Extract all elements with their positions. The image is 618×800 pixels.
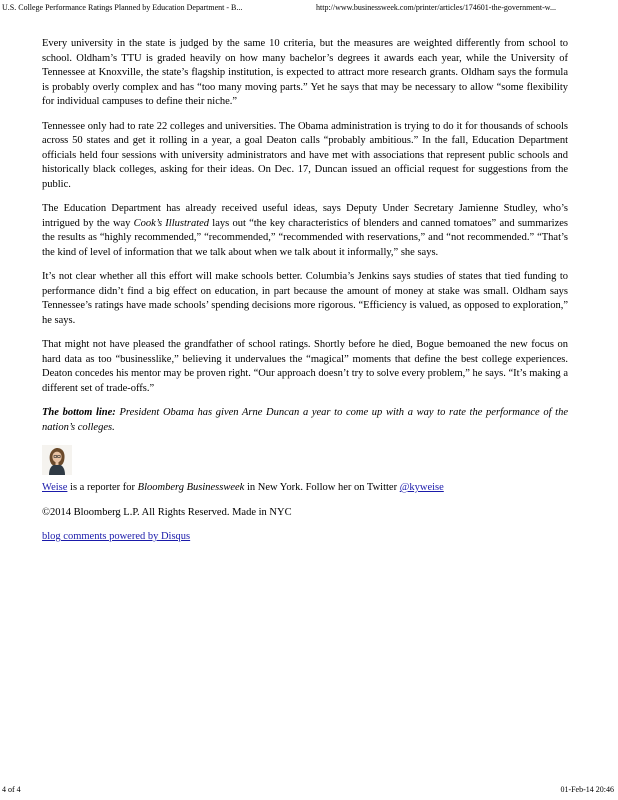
paragraph: That might not have pleased the grandfather of school ratings. Shortly before he died, Bogue bemoaned the new focus on hard data as too “businesslike,” believing it undervalues the “magical” moments that define the best college experiences. Deaton concedes his mentor may be proven right. “Our approach doesn’t try to solve every problem,” he says. “It’s making a different set of trade-offs.”: [42, 339, 568, 394]
author-link[interactable]: Weise: [42, 482, 68, 493]
publication-name: Bloomberg Businessweek: [137, 482, 245, 493]
disqus-link[interactable]: blog comments powered by Disqus: [42, 531, 191, 542]
author-text-1: is a reporter for: [67, 482, 138, 493]
print-footer: [2, 784, 614, 796]
author-text-2: in New York. Follow her on Twitter: [244, 482, 400, 493]
copyright: ©2014 Bloomberg L.P. All Rights Reserved. Made in NYC: [42, 506, 292, 518]
bottom-line-text: President Obama has given Arne Duncan a year to come up with a way to rate the performance of the nation’s colleges.: [42, 407, 569, 433]
cooks-illustrated-title: Cook’s Illustrated: [133, 217, 210, 229]
print-header-title: U.S. College Performance Ratings Planned by Education Department - B...: [2, 3, 243, 12]
disqus-block: [42, 530, 568, 545]
twitter-link[interactable]: @kyweise: [399, 482, 444, 493]
page-number: 4 of 4: [2, 785, 21, 794]
author-avatar[interactable]: [42, 445, 72, 475]
paragraph: The Education Department has already received useful ideas, says Deputy Under Secretary Jamienne Studley, who’s intrigued by the way Cook’s Illustrated lays out “the key characteristics of blenders and canned tomatoes” and summarizes the results as “highly recommended,” “recommended,” “recommended with reservations,” and “not recommended.” “That’s the kind of level of information that we talk about when we talk about it informally,” she says.: [42, 203, 568, 258]
bottom-line-label: The bottom line:: [42, 407, 116, 418]
print-header-url: http://www.businessweek.com/printer/articles/174601-the-government-w...: [316, 3, 557, 12]
print-datetime: 01-Feb-14 20:46: [560, 785, 614, 794]
article-body: [42, 37, 568, 555]
author-bio: [42, 481, 568, 496]
paragraph: Tennessee only had to rate 22 colleges and universities. The Obama administration is trying to do it for thousands of schools across 50 states and get it rolling in a year, a goal Deaton calls “probably ambitious.” In the fall, Education Department officials held four sessions with university administrators and have met with associations that represent public schools and historically black colleges, asking for their ideas. On Dec. 17, Duncan issued an official request for suggestions from the public.: [42, 120, 568, 190]
paragraph: Every university in the state is judged by the same 10 criteria, but the measures are weighted differently from school to school. Oldham’s TTU is graded heavily on how many bachelor’s degrees it awards each year, while the University of Tennessee at Knoxville, the state’s flagship institution, is expected to attract more research grants. Oldham says the formula is probably overly complex and has “too many moving parts.” Yet he says that may be necessary to allow “some flexibility for individual campuses to define their niche.”: [42, 38, 568, 107]
paragraph: It’s not clear whether all this effort will make schools better. Columbia’s Jenkins says studies of states that tied funding to performance didn’t find a big effect on education, in part because the amount of money at stake was small. Oldham says Tennessee’s ratings have made schools’ spending decisions more rigorous. “Efficiency is valued, as opposed to exploration,” he says.: [42, 271, 568, 326]
bottom-line: [42, 406, 568, 435]
print-header: [2, 2, 616, 14]
